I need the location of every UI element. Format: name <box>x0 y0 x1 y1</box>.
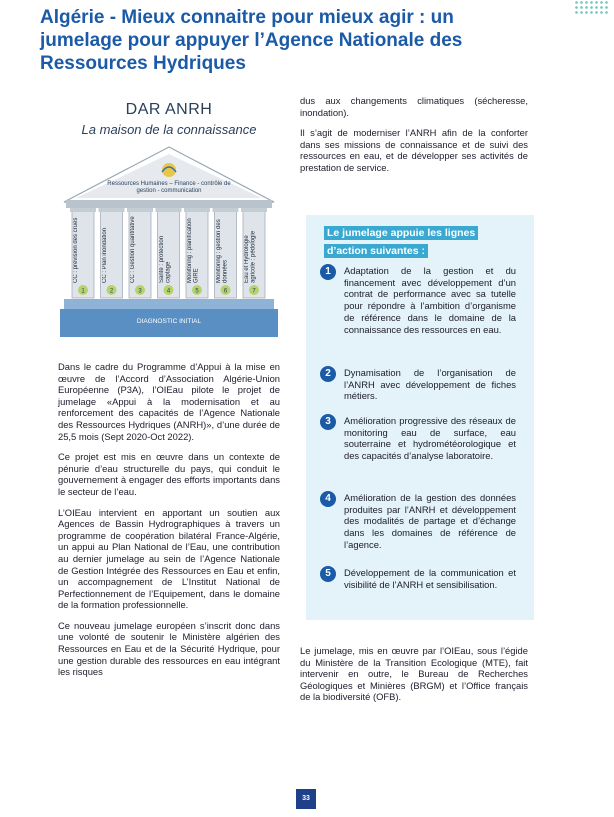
item-text: Amélioration progressive des réseaux de monitoring eau de surface, eau souterraine et hydrométéorologique et des capacités d’analyse laboratoire. <box>344 415 516 462</box>
pillar-label: CC : prévision des crues <box>73 217 79 283</box>
item-number-badge: 2 <box>320 366 336 382</box>
page-number: 33 <box>296 789 316 809</box>
box-heading <box>324 223 504 259</box>
pillar-capital <box>213 208 239 212</box>
pillar-number: 2 <box>109 288 114 295</box>
action-item <box>320 492 516 551</box>
item-number-badge: 3 <box>320 414 336 430</box>
article-title: Algérie - Mieux connaitre pour mieux agir : un jumelage pour appuyer l’Agence Nationale des Ressources Hydriques <box>40 7 463 74</box>
pillar-number: 3 <box>138 288 142 295</box>
item-number-badge: 4 <box>320 491 336 507</box>
paragraph: dus aux changements climatiques (sécheresse, inondation). <box>300 95 528 118</box>
base-step-top <box>64 299 274 309</box>
left-column <box>58 361 280 687</box>
pillar-number: 6 <box>223 288 228 295</box>
pillar-label: CC : Gestion quantitative <box>130 216 136 283</box>
item-text: Amélioration de la gestion des données produites par l’ANRH et développement des modalités de partage et d’échange dans les domaines de référence de l’agence. <box>344 492 516 550</box>
pillar-number: 7 <box>252 288 256 295</box>
box-heading-text: Le jumelage appuie les lignes d’action suivantes : <box>324 226 478 258</box>
pillar-label: Monitoring : planification GIRE <box>187 218 200 283</box>
base-text: DIAGNOSTIC INITIAL <box>136 318 202 325</box>
entablature <box>66 200 272 208</box>
paragraph: Dans le cadre du Programme d’Appui à la mise en œuvre de l’Accord d’Association Algérie-Union Européenne (P3A), l’OIEau pilote le projet de jumelage «Appui à la modernisation et au renforcement des capacités de l’Agence Nationale des Ressources Hydriques (ANRH)», d’une durée de 25,5 mois (Sept 2020-Oct 2022). <box>58 361 280 442</box>
pillar-number: 5 <box>195 288 199 295</box>
pillar-capital <box>184 208 210 212</box>
pillar-capital <box>156 208 182 212</box>
pillar-number: 4 <box>166 288 171 295</box>
action-item <box>320 567 516 590</box>
pillar-label: Eau et Hydrologie agricole : pédologie <box>244 230 257 283</box>
action-item <box>320 415 516 462</box>
item-text: Dynamisation de l’organisation de l’ANRH avec développement de fiches métiers. <box>344 367 516 402</box>
right-column <box>300 95 528 183</box>
pillar-capital <box>70 208 96 212</box>
roof-text: Ressources Humaines – Finance - contrôle de gestion - communication <box>107 181 231 194</box>
diagram-title: DAR ANRH <box>125 101 213 118</box>
diagram-subtitle: La maison de la connaissance <box>81 122 257 137</box>
paragraph: Ce projet est mis en œuvre dans un contexte de pénurie d’eau structurelle du pays, qui conduit le gouvernement à engager des efforts importants dans le secteur de l’eau. <box>58 451 280 497</box>
paragraph: Le jumelage, mis en œuvre par l’OIEau, sous l’égide du Ministère de la Transition Ecologique (MTE), fait intervenir en outre, le Bureau de Recherches Géologiques et Minières (BRGM) et l’Office français de la biodiversité (OFB). <box>300 645 528 703</box>
paragraph: Ce nouveau jumelage européen s’inscrit donc dans une volonté de soutenir le Ministère algérien des Ressources en Eau et de la Sécurité Hydrique, pour une gestion durable des ressources en eau intégrant les risques <box>58 619 280 678</box>
decorative-dot-pattern <box>574 0 608 16</box>
pillar-capital <box>99 208 125 212</box>
action-item <box>320 367 516 402</box>
anrh-logo <box>162 163 176 177</box>
action-item <box>320 265 516 335</box>
item-number-badge: 1 <box>320 264 336 280</box>
pillar-label: Santé : protection captage <box>158 235 171 283</box>
item-text: Développement de la communication et visibilité de l’ANRH et sensibilisation. <box>344 567 516 590</box>
paragraph: L’OIEau intervient en apportant un soutien aux Agences de Bassin Hydrographiques à travers un programme de coopération bilatéral France-Algérie, un appui au Plan National de l’Eau, une contribution au dernier jumelage au sein de l’Agence Nationale de Gestion Intégrée des Ressources en Eau et enfin, un accompagnement de L’Institut National de Perfectionnement de l’Equipement, dans le domaine de la formation professionnelle. <box>58 506 280 611</box>
anrh-house-diagram <box>58 92 280 342</box>
pillar-label: Monitoring : gestion des données <box>215 219 228 283</box>
pillar-label: CC : Plan inondation <box>101 227 108 283</box>
action-lines-box <box>306 215 534 620</box>
pillar-capital <box>127 208 153 212</box>
item-text: Adaptation de la gestion et du financement avec développement d’un contrat de performance avec sa tutelle pour répondre à l’ambition d’organisme de référence dans le domaine de la connaissance des ressources en eau. <box>344 265 516 335</box>
pillar-number: 1 <box>81 288 85 295</box>
right-column-bottom <box>300 645 528 712</box>
paragraph: Il s’agit de moderniser l’ANRH afin de la conforter dans ses missions de connaissance et de suivi des ressources en eau, et de développer ses activités de prestation de service. <box>300 127 528 173</box>
item-number-badge: 5 <box>320 566 336 582</box>
pillar-capital <box>241 208 267 212</box>
